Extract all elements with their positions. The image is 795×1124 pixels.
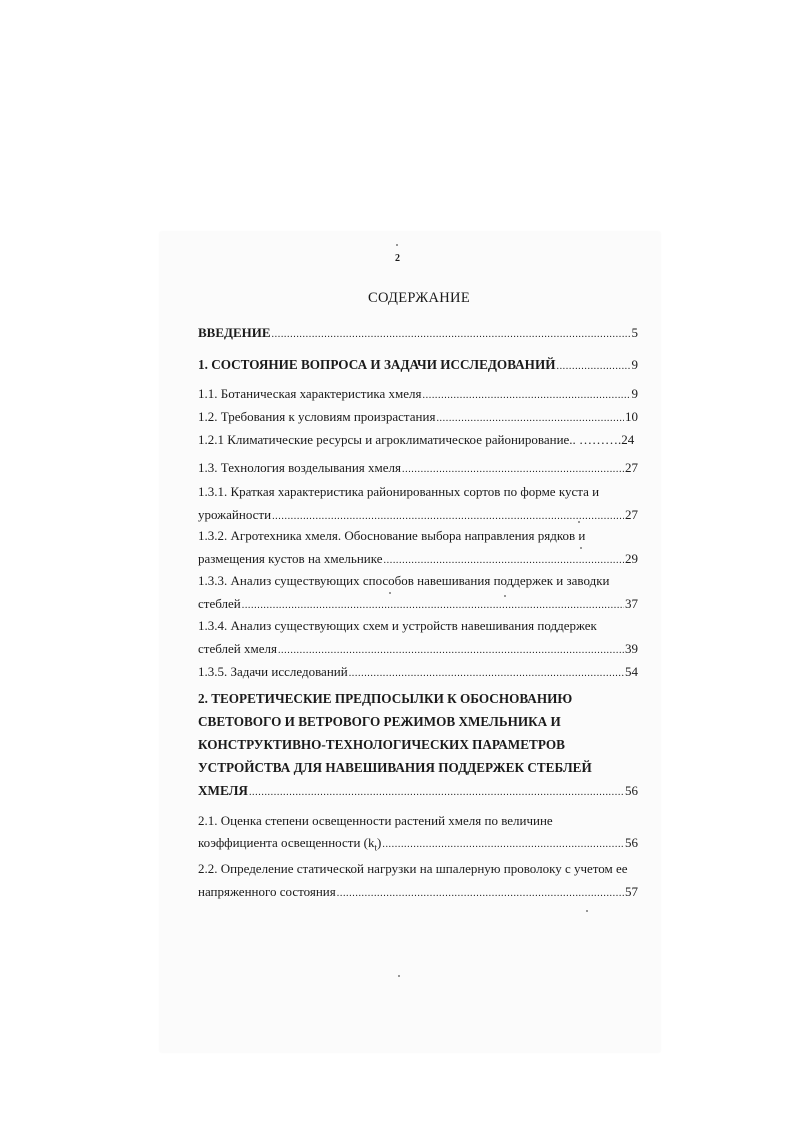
toc-entry-page: 27 (625, 507, 638, 522)
page-title: СОДЕРЖАНИЕ (368, 290, 470, 306)
leader-dots (382, 840, 624, 850)
toc-entry-title-line: 2. ТЕОРЕТИЧЕСКИЕ ПРЕДПОСЫЛКИ К ОБОСНОВАНИЮ (198, 691, 573, 706)
toc-entry-title-line: 1.3.3. Анализ существующих способов навешивания поддержек и заводки (198, 573, 610, 588)
toc-entry-title-line: размещения кустов на хмельнике (198, 551, 383, 566)
toc-entry-title: 1.3.5. Задачи исследований (198, 664, 348, 679)
toc-entry-subscript: t (374, 842, 377, 853)
toc-entry-title-line: урожайности (198, 507, 272, 522)
toc-entry-1-1 (198, 387, 638, 403)
toc-entry-title-line: 1.3.2. Агротехника хмеля. Обоснование выбора направления рядков и (198, 528, 586, 543)
toc-entry-1-3-5 (198, 665, 638, 681)
toc-entry-1-3-4 (198, 619, 638, 658)
toc-entry-title-line: 2.2. Определение статической нагрузки на шпалерную проволоку с учетом ее (198, 861, 628, 876)
toc-entry-title: ВВЕДЕНИЕ (198, 325, 271, 340)
leader-dots (402, 465, 624, 475)
toc-entry-title: 1.2.1 Климатические ресурсы и агроклиматическое районирование.. ……… (198, 432, 619, 447)
toc-entry-chapter-1 (198, 358, 638, 374)
toc-entry-page: 56 (625, 783, 638, 798)
toc-entry-page: 9 (631, 386, 638, 401)
page-number: 2 (395, 253, 400, 264)
scan-speck (398, 975, 400, 977)
toc-entry-page: 9 (631, 357, 638, 372)
toc-entry-chapter-2 (198, 692, 638, 800)
toc-entry-title-line: ХМЕЛЯ (198, 783, 248, 798)
toc-entry-title-line: СВЕТОВОГО И ВЕТРОВОГО РЕЖИМОВ ХМЕЛЬНИКА И (198, 714, 561, 729)
leader-dots (272, 330, 631, 340)
toc-entry-page: 57 (625, 884, 638, 899)
toc-entry-1-3-3 (198, 574, 638, 613)
toc-entry-title-line: 1.3.1. Краткая характеристика районированных сортов по форме куста и (198, 484, 600, 499)
scan-speck (586, 910, 588, 912)
toc-entry-page: 10 (625, 409, 638, 424)
toc-entry-title-line: 1.3.4. Анализ существующих схем и устройств навешивания поддержек (198, 618, 597, 633)
toc-entry-1-3-1 (198, 485, 638, 524)
scan-speck (396, 244, 398, 246)
toc-entry-text: коэффициента освещенности (k (198, 835, 375, 850)
toc-entry-title: 1.1. Ботаническая характеристика хмеля (198, 386, 422, 401)
toc-entry-title-line: УСТРОЙСТВА ДЛЯ НАВЕШИВАНИЯ ПОДДЕРЖЕК СТЕБЛЕЙ (198, 760, 592, 775)
toc-entry-1-2 (198, 410, 638, 426)
toc-entry-title-line: стеблей (198, 596, 241, 611)
toc-entry-text: ) (377, 835, 382, 850)
toc-entry-page: 5 (631, 325, 638, 340)
leader-dots (384, 556, 624, 566)
toc-entry-title-line: напряженного состояния (198, 884, 336, 899)
leader-dots (556, 362, 630, 372)
toc-entry-page: 39 (625, 641, 638, 656)
leader-dots (278, 646, 624, 656)
toc-entry-title: 1.2. Требования к условиям произрастания (198, 409, 436, 424)
toc-entry-title: 1. СОСТОЯНИЕ ВОПРОСА И ЗАДАЧИ ИССЛЕДОВАНИЙ (198, 357, 556, 372)
leader-dots (249, 788, 624, 798)
leader-dots (349, 669, 624, 679)
leader-dots (423, 391, 631, 401)
leader-dots (337, 889, 624, 899)
toc-entry-page: 56 (625, 835, 638, 850)
toc-entry-title-line: КОНСТРУКТИВНО-ТЕХНОЛОГИЧЕСКИХ ПАРАМЕТРОВ (198, 737, 565, 752)
toc-entry-title: 1.3. Технология возделывания хмеля (198, 460, 401, 475)
toc-entry-1-2-1 (198, 433, 638, 449)
toc-entry-1-3-2 (198, 529, 638, 568)
toc-entry-page: .24 (618, 432, 635, 447)
toc-entry-title-line: 2.1. Оценка степени освещенности растений хмеля по величине (198, 813, 553, 828)
leader-dots (436, 414, 624, 424)
toc-entry-title-line (198, 836, 381, 853)
toc-entry-page: 54 (625, 664, 638, 679)
toc-entry-page: 29 (625, 551, 638, 566)
toc-entry-page: 37 (625, 596, 638, 611)
toc-entry-2-1 (198, 814, 638, 852)
leader-dots (242, 601, 624, 611)
toc-entry-title-line: стеблей хмеля (198, 641, 277, 656)
leader-dots (272, 512, 624, 522)
toc-entry-page: 27 (625, 460, 638, 475)
toc-entry-intro (198, 326, 638, 342)
toc-entry-1-3 (198, 461, 638, 477)
toc-entry-2-2 (198, 862, 638, 901)
